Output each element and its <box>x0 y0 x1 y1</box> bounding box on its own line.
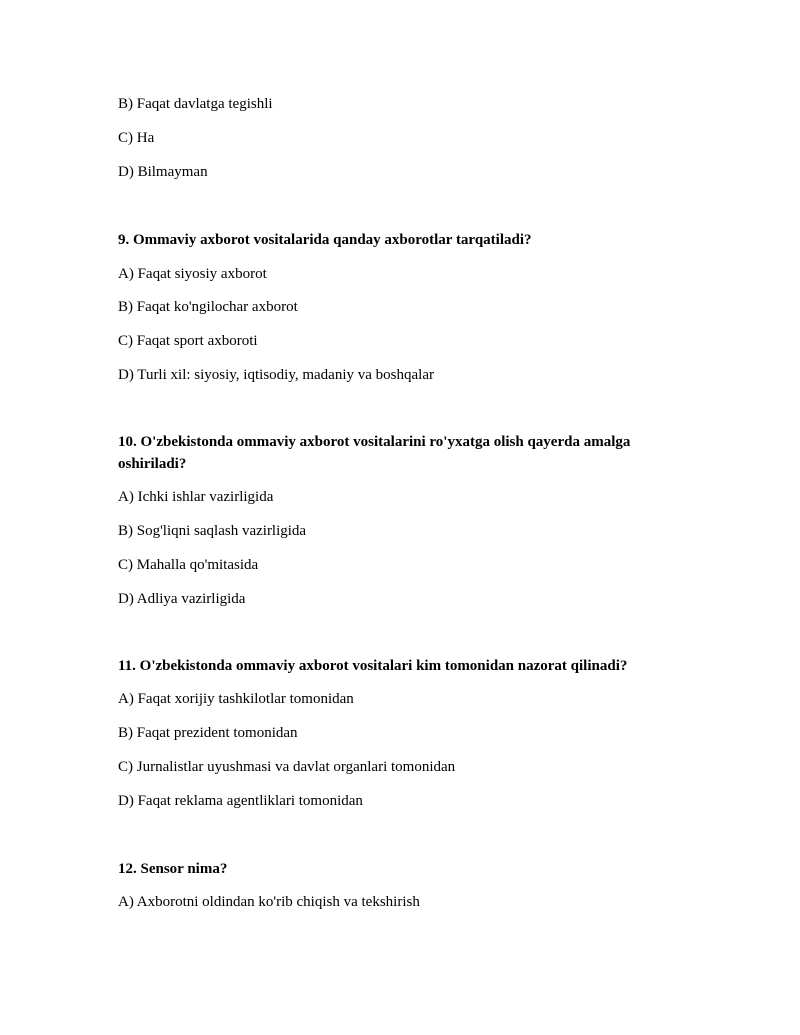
q10-question: 10. O'zbekistonda ommaviy axborot vositalarini ro'yxatga olish qayerda amalga oshiriladi? <box>118 434 631 472</box>
q9-option-c: C) Faqat sport axboroti <box>118 333 258 349</box>
q10-option-b: B) Sog'liqni saqlash vazirligida <box>118 523 307 539</box>
q10-option-a: A) Ichki ishlar vazirligida <box>118 489 274 505</box>
q9-question: 9. Ommaviy axborot vositalarida qanday axborotlar tarqatiladi? <box>118 232 532 248</box>
q11-option-a: A) Faqat xorijiy tashkilotlar tomonidan <box>118 691 354 707</box>
q11-question: 11. O'zbekistonda ommaviy axborot vositalari kim tomonidan nazorat qilinadi? <box>118 658 628 674</box>
q8-option-c: C) Ha <box>118 130 155 146</box>
q12-option-a: A) Axborotni oldindan ko'rib chiqish va tekshirish <box>118 894 420 910</box>
q12-question: 12. Sensor nima? <box>118 861 228 877</box>
q11-option-c: C) Jurnalistlar uyushmasi va davlat organlari tomonidan <box>118 759 456 775</box>
q9-option-b: B) Faqat ko'ngilochar axborot <box>118 299 298 315</box>
q8-option-d: D) Bilmayman <box>118 164 208 180</box>
q11-option-b: B) Faqat prezident tomonidan <box>118 725 298 741</box>
q9-option-d: D) Turli xil: siyosiy, iqtisodiy, madaniy va boshqalar <box>118 367 434 383</box>
document-page <box>118 0 678 1035</box>
q10-option-c: C) Mahalla qo'mitasida <box>118 557 259 573</box>
q8-option-b: B) Faqat davlatga tegishli <box>118 96 273 112</box>
q11-option-d: D) Faqat reklama agentliklari tomonidan <box>118 793 363 809</box>
q10-option-d: D) Adliya vazirligida <box>118 591 246 607</box>
q9-option-a: A) Faqat siyosiy axborot <box>118 266 267 282</box>
